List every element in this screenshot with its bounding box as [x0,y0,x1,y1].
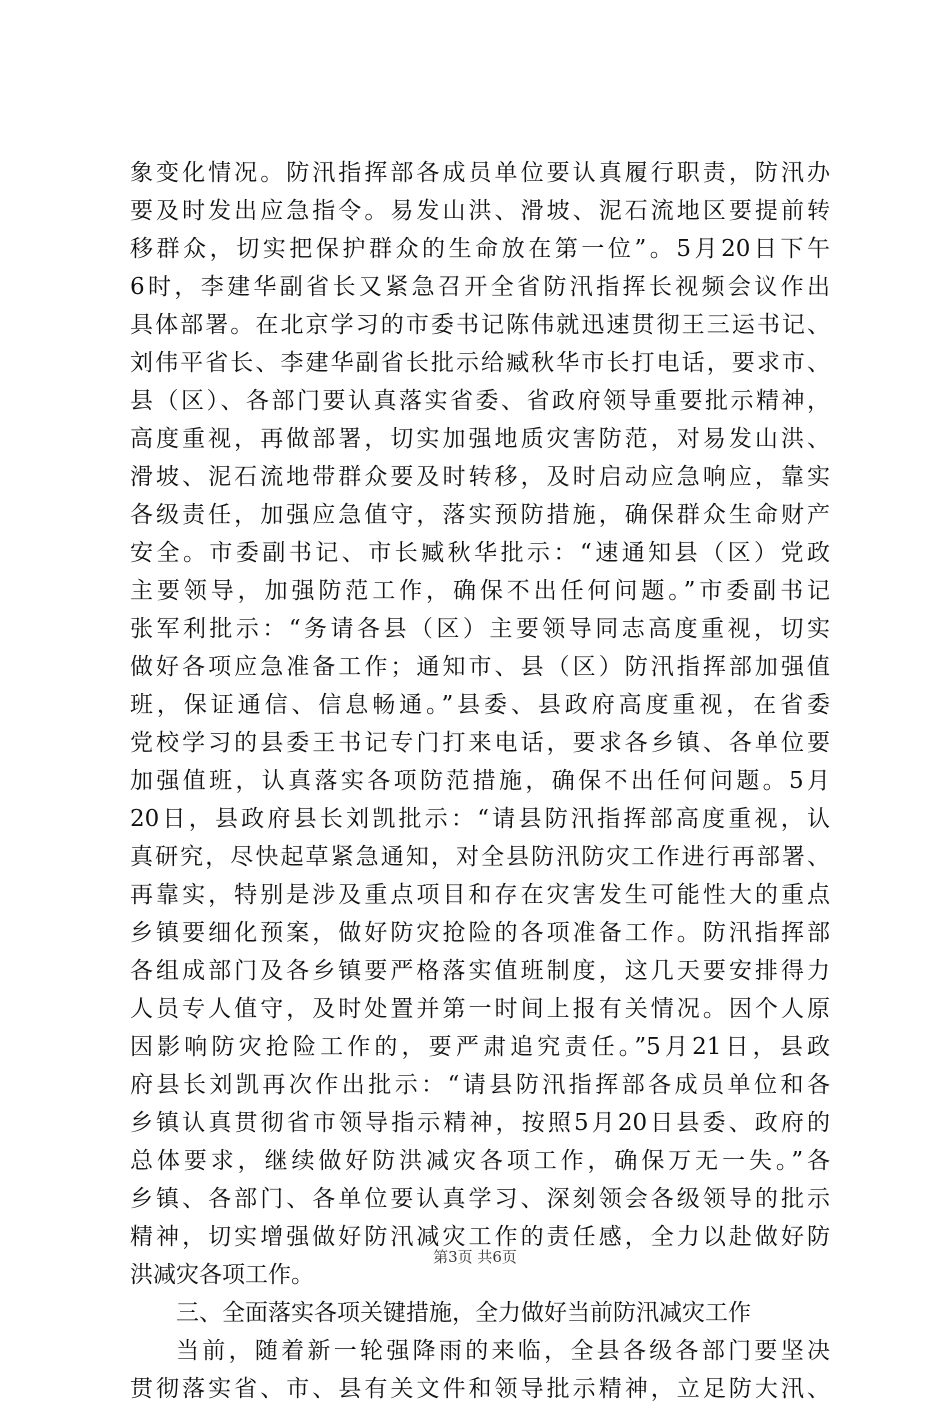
text-line: 人员专人值守，及时处置并第一时间上报有关情况。因个人原 [130,996,830,1022]
text-line: 洪减灾各项工作。 [130,1262,314,1288]
text-line: 再靠实，特别是涉及重点项目和存在灾害发生可能性大的重点 [130,882,830,908]
text-line: 安全。市委副书记、市长臧秋华批示：“速通知县（区）党政 [130,540,830,566]
text-line: 乡镇认真贯彻省市领导指示精神，按照5月20日县委、政府的 [130,1110,830,1136]
text-line: 6时，李建华副省长又紧急召开全省防汛指挥长视频会议作出 [130,274,830,300]
text-line: 加强值班，认真落实各项防范措施，确保不出任何问题。5月 [130,768,830,794]
text-line: 象变化情况。防汛指挥部各成员单位要认真履行职责，防汛办 [130,160,830,186]
text-line: 做好各项应急准备工作；通知市、县（区）防汛指挥部加强值 [130,654,830,680]
text-line: 县（区）、各部门要认真落实省委、省政府领导重要批示精神， [130,388,830,414]
text-line: 刘伟平省长、李建华副省长批示给臧秋华市长打电话，要求市、 [130,350,830,376]
text-line: 精神，切实增强做好防汛减灾工作的责任感，全力以赴做好防 [130,1224,830,1250]
page-footer: 第3页 共6页 [433,1248,517,1266]
document-body [130,154,830,1408]
section-heading: 三、全面落实各项关键措施，全力做好当前防汛减灾工作 [176,1300,751,1326]
text-line: 乡镇、各部门、各单位要认真学习、深刻领会各级领导的批示 [130,1186,830,1212]
text-line: 党校学习的县委王书记专门打来电话，要求各乡镇、各单位要 [130,730,830,756]
text-line: 府县长刘凯再次作出批示：“请县防汛指挥部各成员单位和各 [130,1072,830,1098]
text-line: 因影响防灾抢险工作的，要严肃追究责任。”5月21日，县政 [130,1034,830,1060]
text-line: 张军利批示：“务请各县（区）主要领导同志高度重视，切实 [130,616,830,642]
text-line: 高度重视，再做部署，切实加强地质灾害防范，对易发山洪、 [130,426,830,452]
text-line: 总体要求，继续做好防洪减灾各项工作，确保万无一失。”各 [130,1148,830,1174]
text-line: 班，保证通信、信息畅通。”县委、县政府高度重视，在省委 [130,692,830,718]
text-line: 贯彻落实省、市、县有关文件和领导批示精神，立足防大汛、 [130,1376,830,1402]
text-line: 滑坡、泥石流地带群众要及时转移，及时启动应急响应，靠实 [130,464,830,490]
text-line: 乡镇要细化预案，做好防灾抢险的各项准备工作。防汛指挥部 [130,920,830,946]
text-line: 当前，随着新一轮强降雨的来临，全县各级各部门要坚决 [176,1338,830,1364]
text-line: 要及时发出应急指令。易发山洪、滑坡、泥石流地区要提前转 [130,198,830,224]
text-line: 具体部署。在北京学习的市委书记陈伟就迅速贯彻王三运书记、 [130,312,830,338]
text-line: 移群众，切实把保护群众的生命放在第一位”。5月20日下午 [130,236,830,262]
text-line: 20日，县政府县长刘凯批示：“请县防汛指挥部高度重视，认 [130,806,830,832]
text-line: 主要领导，加强防范工作，确保不出任何问题。”市委副书记 [130,578,830,604]
text-line: 各级责任，加强应急值守，落实预防措施，确保群众生命财产 [130,502,830,528]
text-line: 各组成部门及各乡镇要严格落实值班制度，这几天要安排得力 [130,958,830,984]
text-line: 真研究，尽快起草紧急通知，对全县防汛防灾工作进行再部署、 [130,844,830,870]
